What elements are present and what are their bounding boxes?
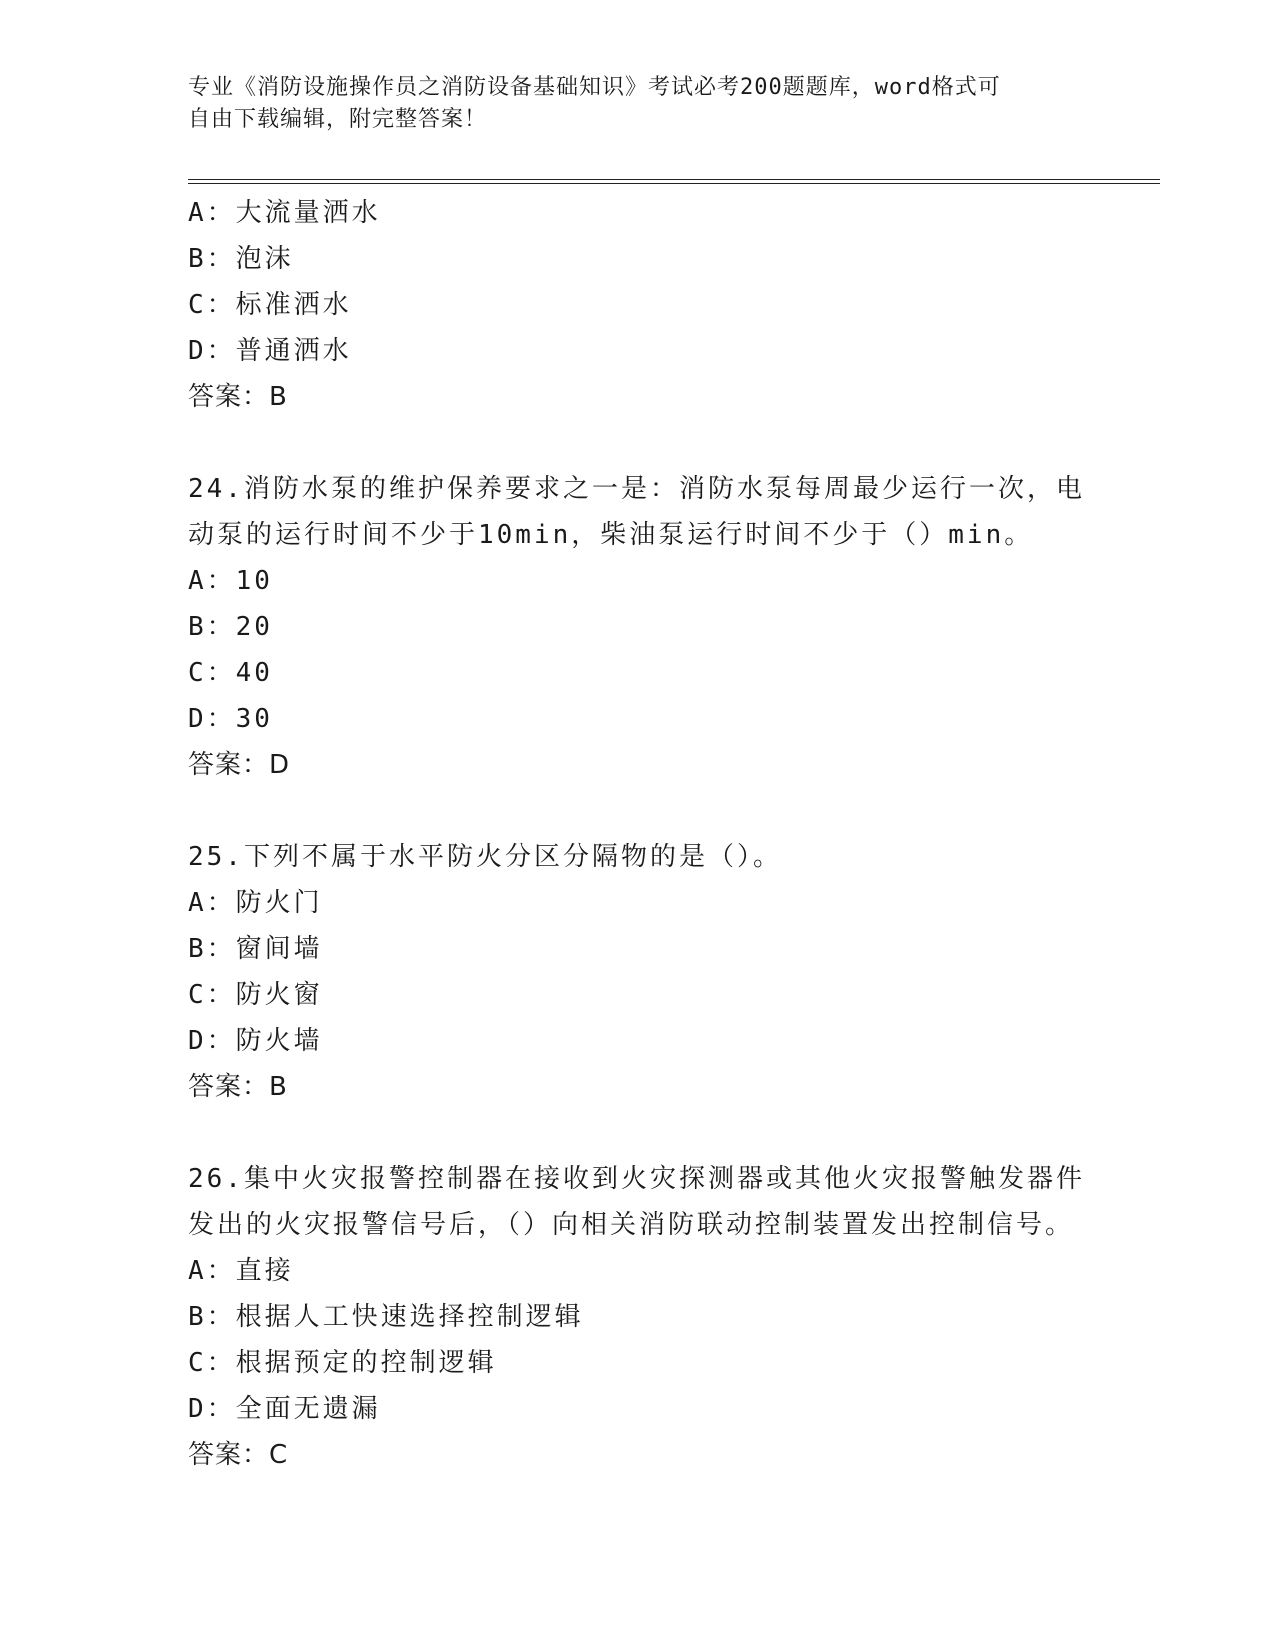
answer-value: C: [269, 1440, 289, 1470]
option-c: C：标准洒水: [188, 290, 352, 320]
question-list: [188, 190, 1088, 1478]
question-stem-line-2: 发出的火灾报警信号后，（）向相关消防联动控制装置发出控制信号。: [188, 1210, 1075, 1240]
option-d: D：30: [188, 704, 273, 734]
option-a: A：直接: [188, 1256, 294, 1286]
option-b: B：根据人工快速选择控制逻辑: [188, 1302, 584, 1332]
answer-value: D: [269, 750, 291, 780]
option-b: B：泡沫: [188, 244, 294, 274]
question-spacer: [188, 1110, 1088, 1156]
option-d: D：全面无遗漏: [188, 1394, 381, 1424]
option-c: C：防火窗: [188, 980, 323, 1010]
question-25: [188, 834, 1088, 1110]
header-title-line-2: 自由下载编辑，附完整答案！: [188, 107, 488, 132]
question-24: [188, 466, 1088, 788]
answer-line: [188, 374, 1088, 420]
question-spacer: [188, 788, 1088, 834]
question-stem-line-1: 26.集中火灾报警控制器在接收到火灾探测器或其他火灾报警触发器件: [188, 1164, 1085, 1194]
answer-line: [188, 1432, 1088, 1478]
answer-value: B: [269, 1072, 288, 1102]
option-c: C：根据预定的控制逻辑: [188, 1348, 497, 1378]
option-a: A：大流量洒水: [188, 198, 381, 228]
question-spacer: [188, 420, 1088, 466]
option-a: A：防火门: [188, 888, 323, 918]
header-title-line-1: 专业《消防设施操作员之消防设备基础知识》考试必考200题题库，word格式可: [188, 75, 1001, 100]
option-c: C：40: [188, 658, 273, 688]
answer-label: 答案：: [188, 382, 270, 412]
question-stem-line-1: 24.消防水泵的维护保养要求之一是：消防水泵每周最少运行一次，电: [188, 474, 1085, 504]
option-d: D：防火墙: [188, 1026, 323, 1056]
question-23: [188, 190, 1088, 420]
option-b: B：20: [188, 612, 273, 642]
document-header: [188, 72, 1068, 136]
header-divider-top: [188, 179, 1160, 180]
answer-label: 答案：: [188, 750, 270, 780]
option-a: A：10: [188, 566, 273, 596]
header-divider-bottom: [188, 183, 1160, 184]
answer-label: 答案：: [188, 1440, 270, 1470]
answer-value: B: [269, 382, 288, 412]
answer-line: [188, 1064, 1088, 1110]
question-26: [188, 1156, 1088, 1478]
answer-label: 答案：: [188, 1072, 270, 1102]
option-b: B：窗间墙: [188, 934, 323, 964]
answer-line: [188, 742, 1088, 788]
question-stem-line-1: 25.下列不属于水平防火分区分隔物的是（）。: [188, 842, 782, 872]
option-d: D：普通洒水: [188, 336, 352, 366]
question-stem-line-2: 动泵的运行时间不少于10min，柴油泵运行时间不少于（）min。: [188, 520, 1034, 550]
